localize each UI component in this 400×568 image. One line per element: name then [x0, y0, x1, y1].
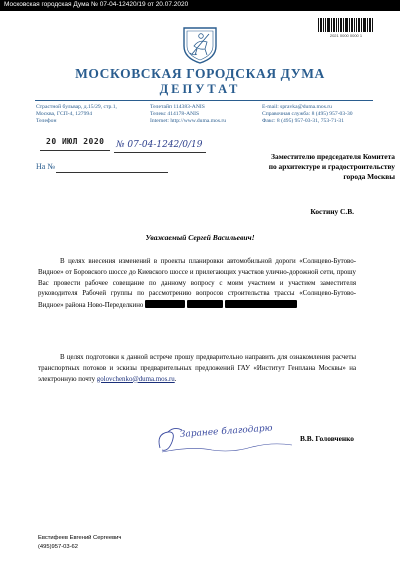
barcode-icon [318, 18, 374, 32]
paragraph-text: В целях подготовки к данной встрече прошу предварительно направить для ознакомления расчеты транспортных потоков и эскизы предварительных предложений ГАУ «Институт Генплана Москвы» на электронную почту [38, 354, 356, 383]
contacts-telex [150, 104, 226, 125]
number-underline [114, 152, 206, 153]
redaction-block [187, 300, 223, 308]
moscow-coat-of-arms-icon [180, 22, 220, 64]
addressee-line: города Москвы [343, 172, 395, 181]
addressee-line: Заместителю председателя Комитета [271, 152, 395, 161]
document-header-text: Московская городская Дума № 07-04-12420/19 от 20.07.2020 [4, 1, 189, 8]
organization-name: МОСКОВСКАЯ ГОРОДСКАЯ ДУМА [75, 66, 325, 81]
addressee-name: Костину С.В. [310, 207, 354, 216]
document-header-bar [0, 0, 400, 11]
reference-label: На № [36, 162, 55, 171]
body-paragraph-2 [38, 353, 356, 385]
executor-phone: (495)957-03-62 [38, 543, 78, 550]
paragraph-text: В целях внесения изменений в проекты планировки автомобильной дороги «Солнцево-Бутово-Видное» от Боровского шоссе до Киевского шоссе и прилегающих участков улично-дорожной сети, прошу Вас провести рабочее совещание по данному вопросу с моим участием и участием заместителя руководителя Рабочей группы по рассмотрению вопросов строительства трассы «Солнцево-Бутово-Видное» района Ново-Переделкино [38, 258, 356, 310]
contact-line: Internet: http://www.duma.mos.ru [150, 118, 227, 124]
contact-line: E-mail: spravka@duma.mos.ru [262, 104, 332, 110]
executor-name: Евстифеев Евгений Сергеевич [38, 535, 122, 541]
redaction-block [145, 300, 185, 308]
handwritten-signature [152, 420, 312, 460]
received-date-stamp: 20 ИЮЛ 2020 [46, 137, 105, 146]
organization-subtitle: ДЕПУТАТ [159, 82, 241, 96]
body-paragraph-1 [38, 257, 356, 312]
contacts-address [36, 104, 117, 125]
executor-block [38, 534, 121, 551]
paragraph-tail: . [174, 375, 177, 383]
addressee-line: по архитектуре и градостроительству [268, 162, 395, 171]
contact-line: Телетайп 114383-ANIS [150, 104, 205, 110]
signer-name: В.В. Головченко [300, 434, 354, 443]
contact-line: Факс: 8 (495) 957-03-31, 753-71-31 [262, 118, 345, 124]
contact-line: Страстной бульвар, д.15/29, стр.1, [36, 104, 117, 110]
email-link[interactable]: golovchenko@duma.mos.ru [96, 375, 175, 383]
contact-line: Телекс 414178-ANIS [150, 111, 200, 117]
redaction-block [225, 300, 297, 308]
contact-line: Справочная служба: 8 (495) 957-03-30 [262, 111, 353, 117]
reference-underline [56, 172, 168, 173]
addressee-block [205, 152, 395, 182]
barcode-number: 2021 0000 0000 1 [329, 33, 363, 38]
date-underline [40, 150, 110, 151]
contact-line: Телефон [36, 118, 57, 124]
contacts-email-fax [262, 104, 353, 125]
salutation: Уважаемый Сергей Васильевич! [145, 233, 255, 242]
handwritten-reg-number: № 07-04-1242/0/19 [116, 140, 203, 150]
contact-line: Москва, ГСП-4, 127994 [36, 111, 92, 117]
signature-text: Заранее благодарю [179, 423, 273, 440]
header-divider [35, 100, 373, 101]
